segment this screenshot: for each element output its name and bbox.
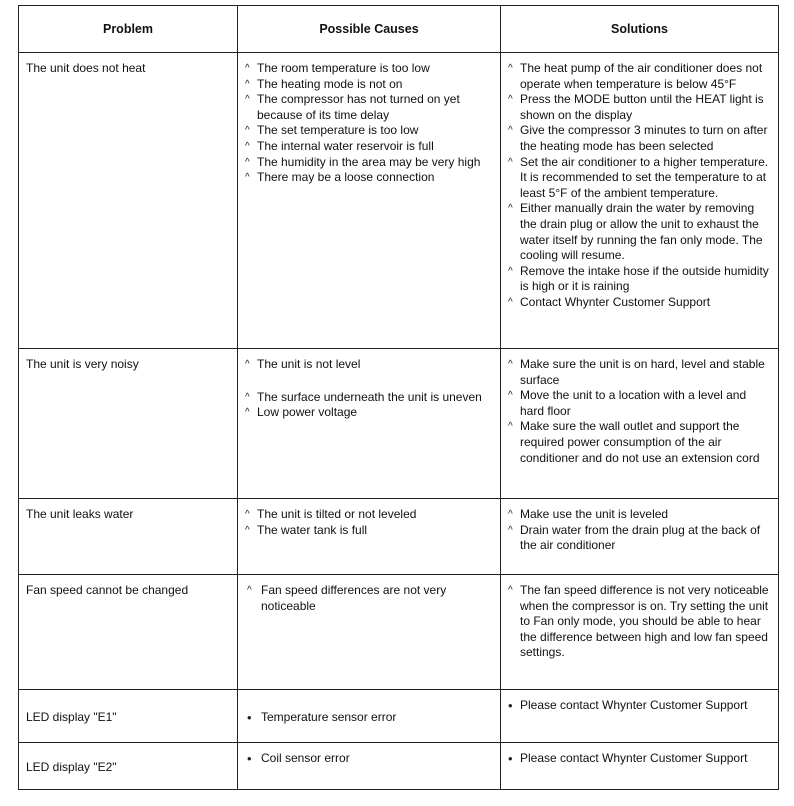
table-row — [19, 575, 779, 690]
caret-icon: ^ — [245, 172, 250, 184]
bullet-icon: • — [508, 751, 513, 766]
header-solutions: Solutions — [501, 6, 779, 53]
solution-item: ^ Press the MODE button until the HEAT light is shown on the display — [508, 92, 764, 122]
caret-icon: ^ — [245, 94, 250, 106]
solutions-cell — [501, 743, 779, 790]
caret-icon: ^ — [245, 407, 250, 419]
causes-cell — [238, 575, 501, 690]
causes-cell — [238, 349, 501, 499]
caret-icon: ^ — [508, 63, 513, 74]
caret-icon: ^ — [508, 156, 513, 168]
troubleshooting-table — [18, 5, 779, 790]
solution-item: ^ Make sure the wall outlet and support the required power consumption of the air conditioner and do not use an extension cord — [508, 419, 760, 465]
problem-cell: The unit leaks water — [19, 499, 238, 575]
caret-icon: ^ — [508, 296, 513, 308]
cause-item: ^ The water tank is full — [245, 522, 368, 537]
caret-icon: ^ — [245, 359, 250, 370]
solution-item: ^ Make use the unit is leveled — [508, 507, 669, 521]
table-row — [19, 349, 779, 499]
caret-icon: ^ — [245, 140, 250, 152]
problem-cell: The unit is very noisy — [19, 349, 238, 499]
table-row — [19, 690, 779, 743]
cause-item: ^ Fan speed differences are not very noticeable — [247, 583, 447, 613]
caret-icon: ^ — [245, 156, 250, 168]
causes-cell — [238, 53, 501, 349]
caret-icon: ^ — [508, 94, 513, 106]
caret-icon: ^ — [508, 265, 513, 277]
solution-item: • Please contact Whynter Customer Support — [508, 698, 748, 713]
caret-icon: ^ — [508, 421, 513, 433]
cause-item: ^ The humidity in the area may be very high — [245, 154, 481, 169]
bullet-icon: • — [247, 710, 252, 726]
problem-cell: LED display "E2" — [19, 743, 238, 790]
solution-item: ^ Remove the intake hose if the outside humidity is high or it is raining — [508, 263, 769, 294]
solution-item: ^ Set the air conditioner to a higher temperature. It is recommended to set the temperature to at least 5°F of the ambient temperature. — [508, 154, 769, 200]
cause-item: ^ The compressor has not turned on yet because of its time delay — [245, 92, 460, 122]
cause-item: ^ The unit is tilted or not leveled — [245, 507, 417, 521]
solutions-cell — [501, 349, 779, 499]
caret-icon: ^ — [508, 524, 513, 536]
cause-item: ^ Low power voltage — [245, 405, 358, 420]
solutions-cell — [501, 575, 779, 690]
cause-item: ^ The internal water reservoir is full — [245, 138, 434, 153]
table-row — [19, 499, 779, 575]
solution-item: ^ Either manually drain the water by removing the drain plug or allow the unit to exhaust the water itself by running the fan only mode. The cooling will resume. — [508, 201, 763, 263]
cause-item: • Coil sensor error — [247, 751, 350, 766]
causes-cell — [238, 743, 501, 790]
caret-icon: ^ — [508, 203, 513, 215]
problem-cell: The unit does not heat — [19, 53, 238, 349]
caret-icon: ^ — [245, 391, 250, 403]
caret-icon: ^ — [245, 509, 250, 520]
caret-icon: ^ — [508, 390, 513, 402]
table-row — [19, 53, 779, 349]
cause-item: ^ The room temperature is too low — [245, 61, 430, 75]
cause-item: ^ There may be a loose connection — [245, 170, 435, 185]
solution-item: ^ Make sure the unit is on hard, level and stable surface — [508, 357, 765, 387]
caret-icon: ^ — [508, 359, 513, 370]
caret-icon: ^ — [245, 63, 250, 74]
header-causes: Possible Causes — [238, 6, 501, 53]
cause-item: • Temperature sensor error — [247, 710, 397, 726]
solution-item: ^ The heat pump of the air conditioner does not operate when temperature is below 45°F — [508, 61, 763, 91]
caret-icon: ^ — [245, 125, 250, 137]
solution-item: ^ Contact Whynter Customer Support — [508, 294, 711, 309]
caret-icon: ^ — [245, 78, 250, 90]
header-row — [19, 6, 779, 53]
solution-item: • Please contact Whynter Customer Support — [508, 751, 748, 766]
solution-item: ^ Move the unit to a location with a level and hard floor — [508, 388, 747, 418]
cause-item: ^ The unit is not level — [245, 357, 361, 371]
caret-icon: ^ — [245, 524, 250, 536]
problem-cell: LED display "E1" — [19, 690, 238, 743]
solutions-cell — [501, 53, 779, 349]
solution-item: ^ Drain water from the drain plug at the back of the air conditioner — [508, 522, 761, 553]
caret-icon: ^ — [508, 125, 513, 137]
solution-item: ^ The fan speed difference is not very noticeable when the compressor is on. Try setting the unit to Fan only mode, you should be able to hear the difference between high and low fan speed settings. — [508, 583, 769, 660]
caret-icon: ^ — [508, 585, 513, 596]
header-problem: Problem — [19, 6, 238, 53]
cause-item: ^ The heating mode is not on — [245, 76, 403, 91]
solutions-cell — [501, 690, 779, 743]
cause-item: ^ The surface underneath the unit is uneven — [245, 389, 482, 404]
causes-cell — [238, 690, 501, 743]
table-row — [19, 743, 779, 790]
spacer — [245, 373, 493, 390]
bullet-icon: • — [508, 698, 513, 713]
cause-item: ^ The set temperature is too low — [245, 123, 419, 138]
solutions-cell — [501, 499, 779, 575]
caret-icon: ^ — [247, 585, 252, 596]
bullet-icon: • — [247, 751, 252, 766]
problem-cell: Fan speed cannot be changed — [19, 575, 238, 690]
solution-item: ^ Give the compressor 3 minutes to turn on after the heating mode has been selected — [508, 123, 768, 153]
causes-cell — [238, 499, 501, 575]
caret-icon: ^ — [508, 509, 513, 520]
